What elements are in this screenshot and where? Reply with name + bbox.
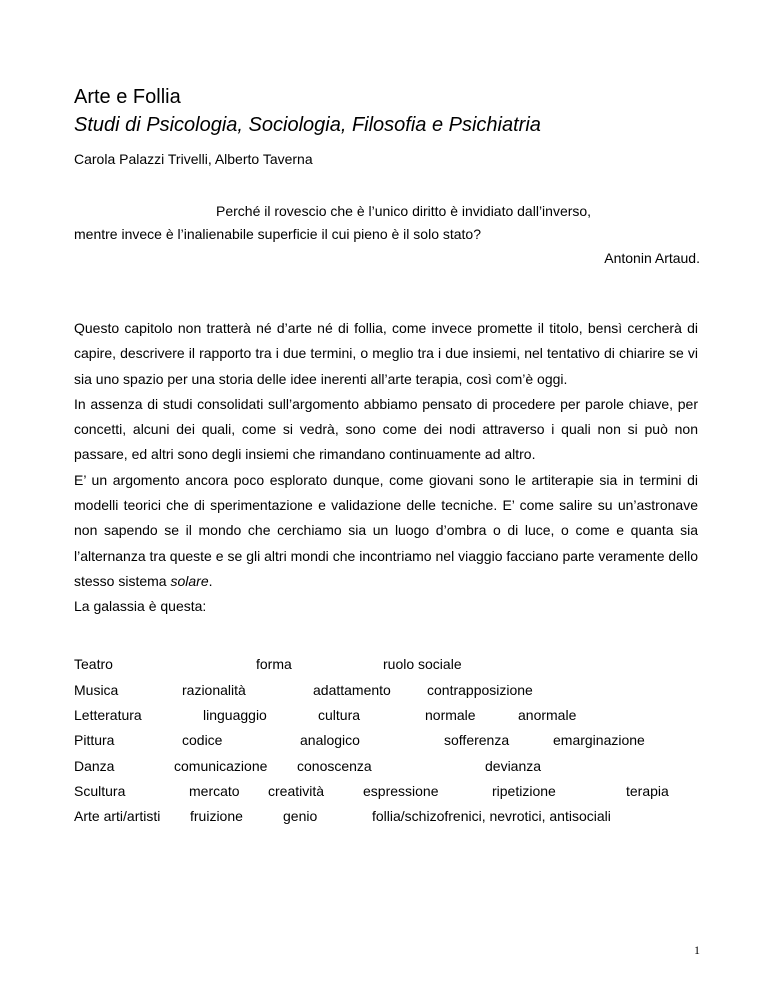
- word-fruizione: fruizione: [190, 808, 243, 824]
- word-genio: genio: [283, 808, 318, 824]
- page-number: 1: [694, 943, 700, 957]
- authors-line: Carola Palazzi Trivelli, Alberto Taverna: [74, 151, 313, 167]
- art-letteratura: Letteratura: [74, 707, 142, 723]
- art-musica: Musica: [74, 682, 119, 698]
- word-analogico: analogico: [300, 732, 360, 748]
- art-danza: Danza: [74, 758, 115, 774]
- word-linguaggio: linguaggio: [203, 707, 267, 723]
- paragraph-3-end: .: [208, 572, 213, 589]
- paragraph-3-text: E’ un argomento ancora poco esplorato dunque, come giovani sono le artiterapie sia in termini di modelli teorici che di sperimentazione e validazione delle tecniche. E’ come salire su un’astronave non sapendo se il mondo che cerchiamo sia un luogo d’ombra o di luce, o come e quanta sia l’alternanza tra queste e se gli altri mondi che incontriamo nel viaggio facciano parte veramente dello stesso sistema: [74, 471, 698, 589]
- paragraph-3-italic: solare: [170, 572, 209, 589]
- document-subtitle: Studi di Psicologia, Sociologia, Filosofia e Psichiatria: [74, 114, 541, 136]
- art-scultura: Scultura: [74, 783, 126, 799]
- word-cultura: cultura: [318, 707, 361, 723]
- body-text: [74, 316, 698, 620]
- paragraph-3: [74, 468, 698, 594]
- paragraph-2: In assenza di studi consolidati sull’argomento abbiamo pensato di procedere per parole chiave, per concetti, alcuni dei quali, come si vedrà, sono come dei nodi attraverso i quali non si può non passare, ed altri sono degli insiemi che rimandano continuamente ad altro.: [74, 395, 698, 463]
- word-razionalita: razionalità: [182, 682, 246, 698]
- word-follia: follia/schizofrenici, nevrotici, antisociali: [372, 808, 611, 824]
- word-ripetizione: ripetizione: [492, 783, 556, 799]
- art-pittura: Pittura: [74, 732, 115, 748]
- word-espressione: espressione: [363, 783, 439, 799]
- epigraph-author: Antonin Artaud.: [604, 250, 700, 266]
- paragraph-1: Questo capitolo non tratterà né d’arte né di follia, come invece promette il titolo, bensì cercherà di capire, descrivere il rapporto tra i due termini, o meglio tra i due insiemi, nel tentativo di chiarire se vi sia uno spazio per una storia delle idee inerenti all’arte terapia, così com’è oggi.: [74, 320, 698, 387]
- word-adattamento: adattamento: [313, 682, 391, 698]
- word-conoscenza: conoscenza: [297, 758, 372, 774]
- word-codice: codice: [182, 732, 223, 748]
- word-comunicazione: comunicazione: [174, 758, 268, 774]
- word-emarginazione: emarginazione: [553, 732, 645, 748]
- word-normale: normale: [425, 707, 476, 723]
- word-forma: forma: [256, 656, 292, 672]
- art-teatro: Teatro: [74, 656, 113, 672]
- epigraph-line-2: mentre invece è l’inalienabile superficie il cui pieno è il solo stato?: [74, 226, 482, 242]
- word-mercato: mercato: [189, 783, 240, 799]
- word-terapia: terapia: [626, 783, 669, 799]
- word-ruolo-sociale: ruolo sociale: [383, 656, 462, 672]
- word-creativita: creatività: [268, 783, 325, 799]
- epigraph-line-1: Perché il rovescio che è l’unico diritto è invidiato dall’inverso,: [216, 203, 592, 219]
- document-title: Arte e Follia: [74, 86, 181, 108]
- word-contrapposizione: contrapposizione: [427, 682, 533, 698]
- paragraph-4: La galassia è questa:: [74, 598, 207, 615]
- word-sofferenza: sofferenza: [444, 732, 510, 748]
- word-anormale: anormale: [518, 707, 577, 723]
- word-devianza: devianza: [485, 758, 542, 774]
- art-arte-arti-artisti: Arte arti/artisti: [74, 808, 161, 824]
